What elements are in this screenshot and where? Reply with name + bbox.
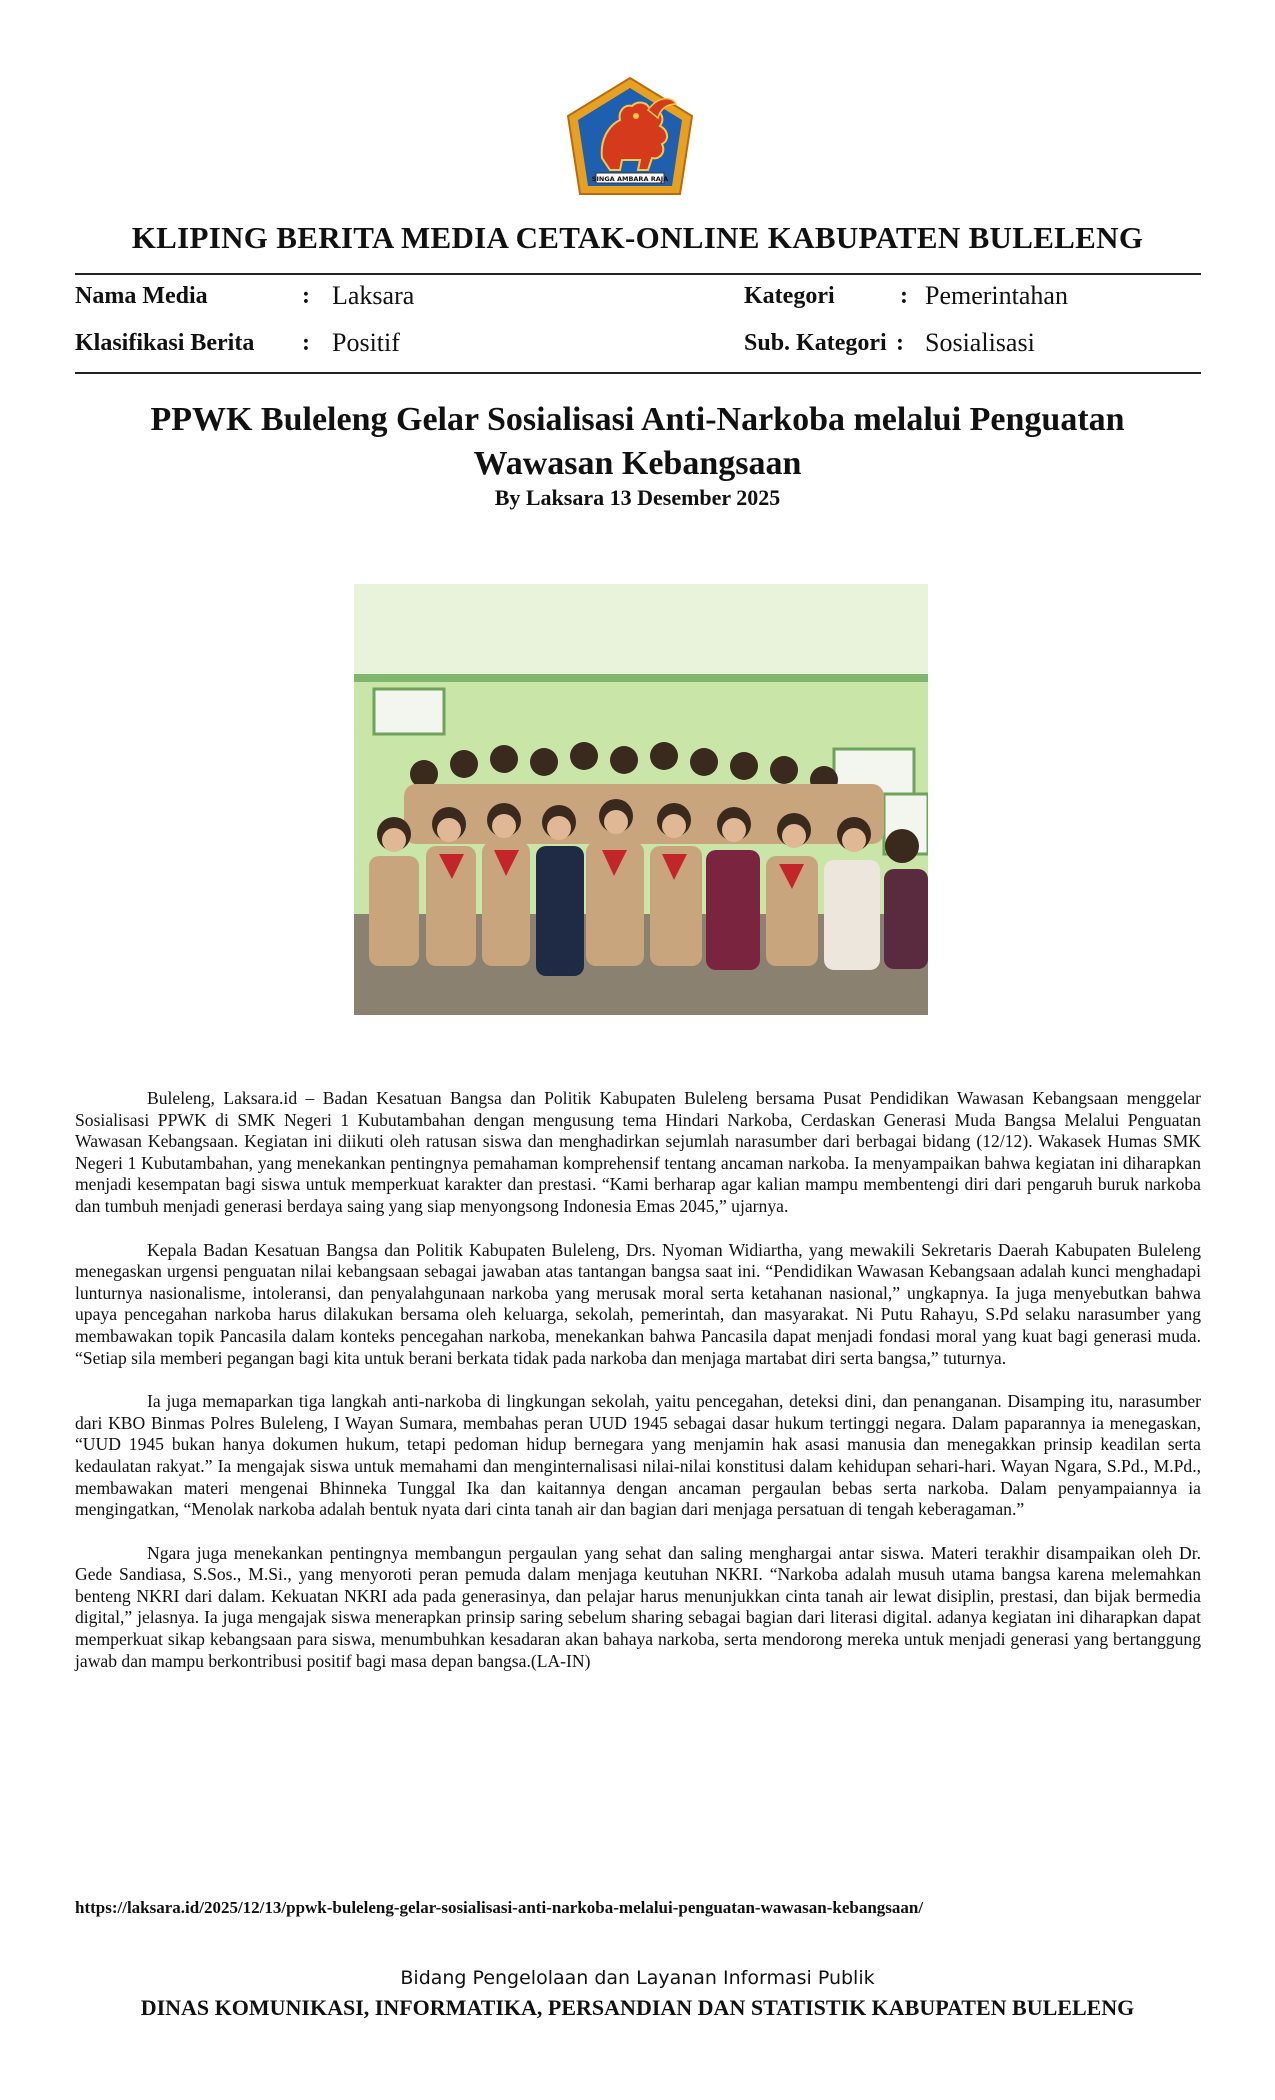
separator: : [900, 283, 908, 309]
klasifikasi-value: Positif [332, 328, 400, 357]
footer-agency: DINAS KOMUNIKASI, INFORMATIKA, PERSANDIAN DAN STATISTIK KABUPATEN BULELENG [140, 1995, 1135, 2020]
separator: : [896, 330, 904, 356]
sub-kategori-value: Sosialisasi [925, 328, 1035, 357]
bottom-divider [75, 372, 1201, 374]
article-headline: PPWK Buleleng Gelar Sosialisasi Anti-Narkoba melalui Penguatan Wawasan Kebangsaan [150, 401, 1125, 482]
article-paragraph: Kepala Badan Kesatuan Bangsa dan Politik Kabupaten Buleleng, Drs. Nyoman Widiartha, yang mewakili Sekretaris Daerah Kabupaten Buleleng menegaskan urgensi penguatan nilai kebangsaan sebagai jawaban atas tantangan bangsa saat ini. “Pendidikan Wawasan Kebangsaan adalah kunci menghadapi lunturnya nasionalisme, intoleransi, dan penyalahgunaan narkoba yang merusak moral serta ketahanan nasional,” ungkapnya. Ia juga menyebutkan bahwa upaya pencegahan narkoba harus dilakukan bersama oleh keluarga, sekolah, pemerintah, dan masyarakat. Ni Putu Rahayu, S.Pd selaku narasumber yang membawakan topik Pancasila dalam konteks pencegahan narkoba, menekankan bahwa Pancasila dapat menjadi fondasi moral yang kuat bagi generasi muda. “Setiap sila memberi pegangan bagi kita untuk berani berkata tidak pada narkoba dan menjaga martabat diri serta bangsa,” tuturnya. [75, 1239, 1201, 1368]
kategori-value: Pemerintahan [925, 281, 1068, 310]
kategori-label: Kategori [744, 283, 835, 309]
article-paragraph: Ngara juga menekankan pentingnya membangun pergaulan yang sehat dan saling menghargai antar siswa. Materi terakhir disampaikan oleh Dr. Gede Sandiasa, S.Sos., M.Si., yang menyoroti peran pemuda dalam menjaga keutuhan NKRI. “Narkoba adalah musuh utama bangsa karena melemahkan benteng NKRI dari dalam. Kekuatan NKRI ada pada generasinya, dan pelajar harus menunjukkan cinta tanah air lewat disiplin, prestasi, dan bijak bermedia digital,” jelasnya. Ia juga mengajak siswa menerapkan prinsip saring sebelum sharing sebagai bagian dari literasi digital. adanya kegiatan ini diharapkan dapat memperkuat sikap kebangsaan para siswa, menumbuhkan kesadaran akan bahaya narkoba, serta mendorong mereka untuk menjadi generasi yang bertanggung jawab dan mampu berkontribusi positif bagi masa depan bangsa.(LA-IN) [75, 1542, 1201, 1671]
logo-caption: SINGA AMBARA RAJA [591, 175, 669, 183]
top-divider [75, 273, 1201, 275]
article-photo [354, 584, 928, 1015]
source-url-link[interactable]: https://laksara.id/2025/12/13/ppwk-buleleng-gelar-sosialisasi-anti-narkoba-melalui-penguatan-wawasan-kebangsaan/ [75, 1898, 924, 1917]
buleleng-logo [562, 74, 698, 198]
klasifikasi-label: Klasifikasi Berita [75, 330, 255, 356]
nama-media-value: Laksara [332, 281, 415, 310]
article-paragraph: Ia juga memaparkan tiga langkah anti-narkoba di lingkungan sekolah, yaitu pencegahan, deteksi dini, dan penanganan. Disamping itu, narasumber dari KBO Binmas Polres Buleleng, I Wayan Sumara, membahas peran UUD 1945 sebagai dasar hukum tertinggi negara. Dalam paparannya ia menegaskan, “UUD 1945 bukan hanya dokumen hukum, tetapi pedoman hidup bernegara yang menjamin hak asasi manusia dan menegakkan prinsip keadilan serta kedaulatan rakyat.” Ia mengajak siswa untuk memahami dan menginternalisasi nilai-nilai konstitusi dalam kehidupan sehari-hari. Wayan Ngara, S.Pd., M.Pd., membawakan materi mengenai Bhinneka Tunggal Ika dan kaitannya dengan ancaman pergaulan bebas serta narkoba. Dalam penyampaiannya ia mengingatkan, “Menolak narkoba adalah bentuk nyata dari cinta tanah air dan bagian dari menjaga persatuan di tengah keberagaman.” [75, 1391, 1201, 1520]
footer-department: Bidang Pengelolaan dan Layanan Informasi Publik [400, 1967, 875, 1989]
separator: : [302, 283, 310, 309]
article-paragraph: Buleleng, Laksara.id – Badan Kesatuan Bangsa dan Politik Kabupaten Buleleng bersama Pusat Pendidikan Wawasan Kebangsaan menggelar Sosialisasi PPWK di SMK Negeri 1 Kubutambahan dengan mengusung tema Hindari Narkoba, Cerdaskan Generasi Muda Bangsa Melalui Penguatan Wawasan Kebangsaan. Kegiatan ini diikuti oleh ratusan siswa dan menghadirkan sejumlah narasumber dari berbagai bidang (12/12). Wakasek Humas SMK Negeri 1 Kubutambahan, yang menekankan pentingnya pemahaman komprehensif tentang ancaman narkoba. Ia menyampaikan bahwa kegiatan ini diharapkan menjadi kesempatan bagi siswa untuk memperkuat karakter dan prestasi. “Kami berharap agar kalian mampu membentengi diri dari pengaruh buruk narkoba dan tumbuh menjadi generasi berdaya saing yang siap menyongsong Indonesia Emas 2045,” ujarnya. [75, 1088, 1201, 1216]
separator: : [302, 330, 310, 356]
article-byline: By Laksara 13 Desember 2025 [494, 485, 781, 510]
nama-media-label: Nama Media [75, 283, 208, 309]
sub-kategori-label: Sub. Kategori [744, 330, 887, 356]
document-title: KLIPING BERITA MEDIA CETAK-ONLINE KABUPATEN BULELENG [131, 220, 1144, 255]
article-body [75, 1088, 1201, 1694]
